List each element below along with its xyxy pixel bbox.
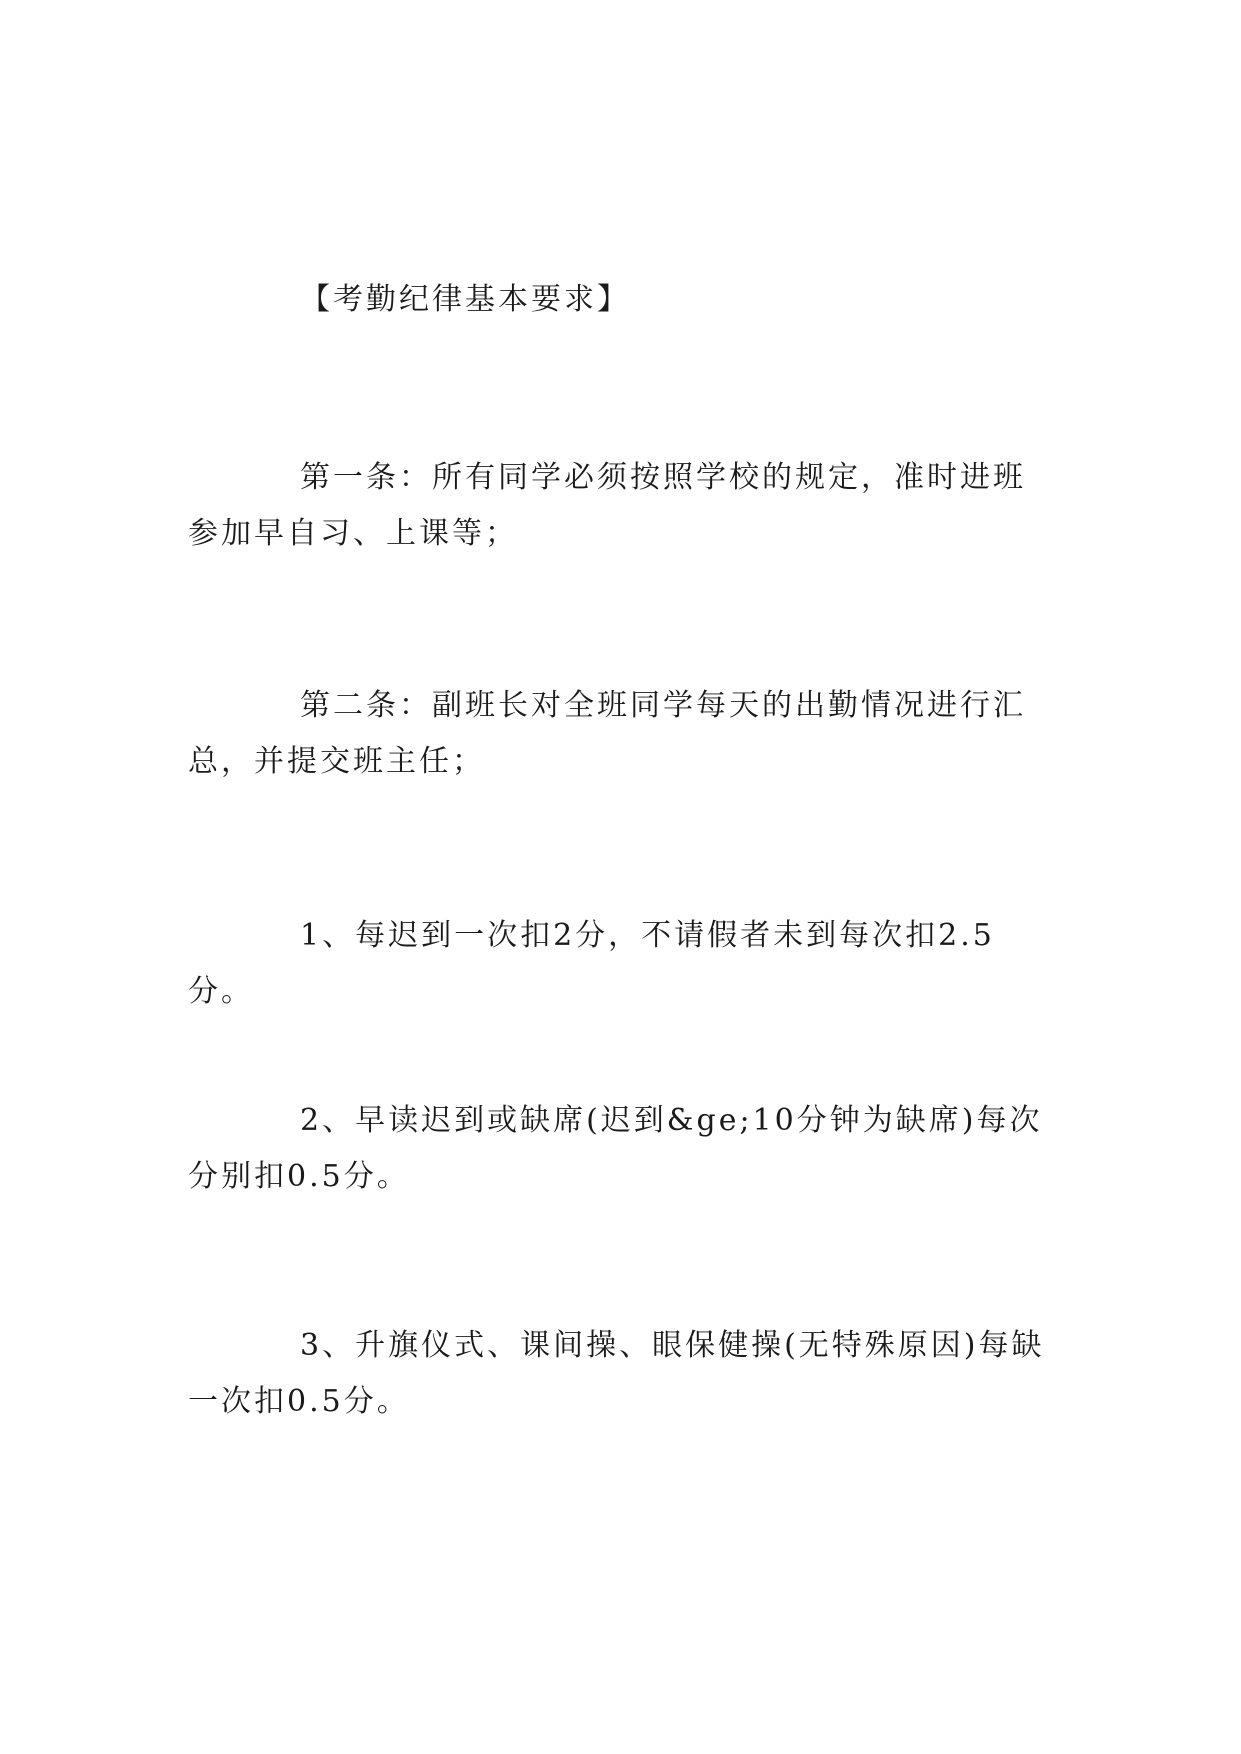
paragraph-rule-3: 3、升旗仪式、课间操、眼保健操(无特殊原因)每缺一次扣0.5分。 bbox=[188, 1328, 1045, 1419]
paragraph-rule-2: 2、早读迟到或缺席(迟到&ge;10分钟为缺席)每次分别扣0.5分。 bbox=[188, 1103, 1043, 1194]
paragraph-article-1: 第一条：所有同学必须按照学校的规定，准时进班参加早自习、上课等； bbox=[188, 460, 1026, 551]
paragraph-rule-1: 1、每迟到一次扣2分，不请假者未到每次扣2.5分。 bbox=[188, 918, 995, 1009]
section-heading: 【考勤纪律基本要求】 bbox=[300, 282, 630, 317]
paragraph-article-2: 第二条：副班长对全班同学每天的出勤情况进行汇总，并提交班主任； bbox=[188, 688, 1026, 779]
